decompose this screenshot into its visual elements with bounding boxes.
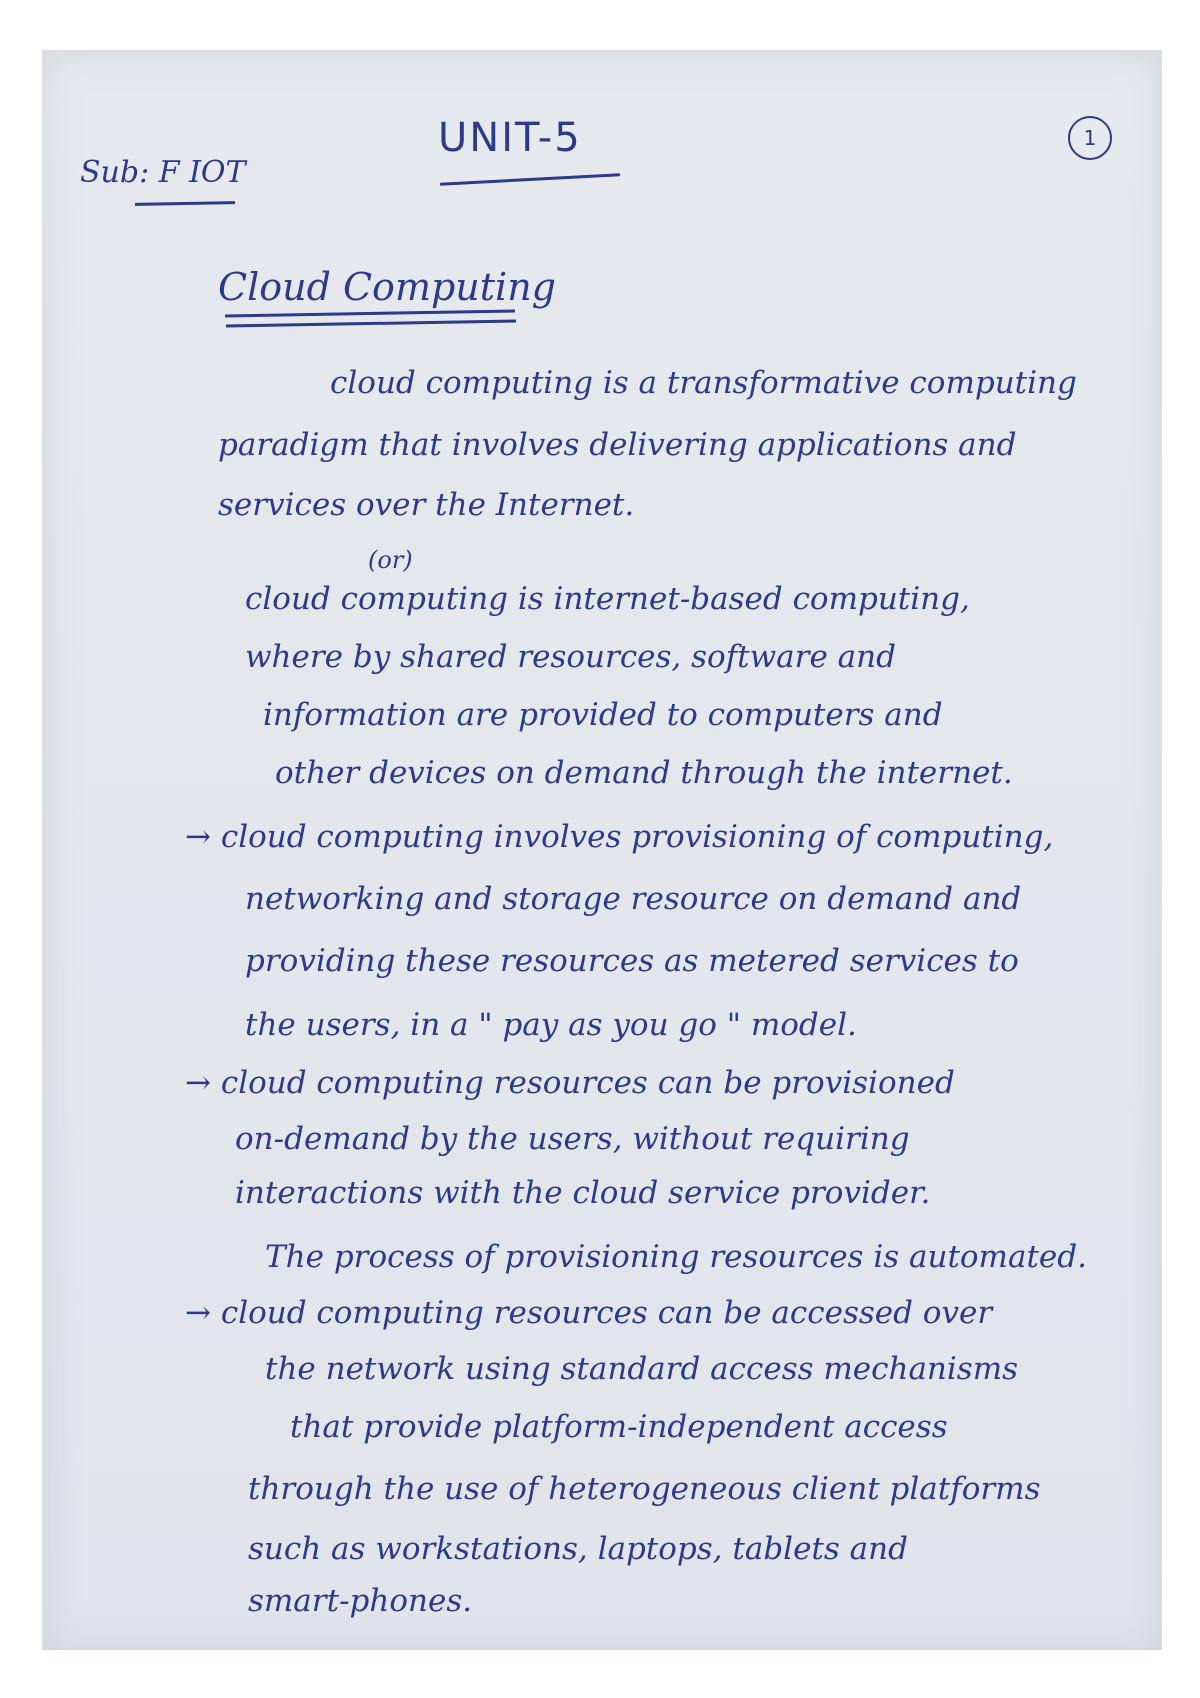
page-number-text: 1 xyxy=(1083,126,1097,150)
text-line: that provide platform-independent access xyxy=(290,1409,948,1445)
text-line: smart-phones. xyxy=(248,1583,473,1619)
text-line: interactions with the cloud service provider. xyxy=(235,1175,931,1211)
text-line: such as workstations, laptops, tablets and xyxy=(248,1531,908,1567)
text-line: other devices on demand through the internet. xyxy=(275,755,1013,791)
text-line: the users, in a " pay as you go " model. xyxy=(245,1007,857,1043)
subject-label: Sub: F IOT xyxy=(80,155,246,190)
text-line: The process of provisioning resources is automated. xyxy=(265,1239,1087,1275)
text-line: services over the Internet. xyxy=(218,487,635,523)
text-line: paradigm that involves delivering applications and xyxy=(218,427,1017,463)
text-line: providing these resources as metered services to xyxy=(245,943,1019,979)
text-line: information are provided to computers and xyxy=(263,697,943,733)
text-line: cloud computing is internet-based computing, xyxy=(245,581,970,617)
text-line: → cloud computing involves provisioning of computing, xyxy=(185,819,1054,855)
text-line: networking and storage resource on demand and xyxy=(245,881,1022,917)
text-line: cloud computing is a transformative computing xyxy=(330,365,1077,401)
page-title: Cloud Computing xyxy=(218,265,556,309)
unit-heading: UNIT-5 xyxy=(438,115,582,161)
text-line: on-demand by the users, without requiring xyxy=(235,1121,910,1157)
text-line: through the use of heterogeneous client platforms xyxy=(248,1471,1041,1507)
page-number xyxy=(1068,116,1112,160)
text-line: where by shared resources, software and xyxy=(245,639,896,675)
text-line: → cloud computing resources can be accessed over xyxy=(185,1295,993,1331)
text-line: the network using standard access mechanisms xyxy=(265,1351,1019,1387)
text-line: (or) xyxy=(368,546,413,574)
text-line: → cloud computing resources can be provisioned xyxy=(185,1065,955,1101)
